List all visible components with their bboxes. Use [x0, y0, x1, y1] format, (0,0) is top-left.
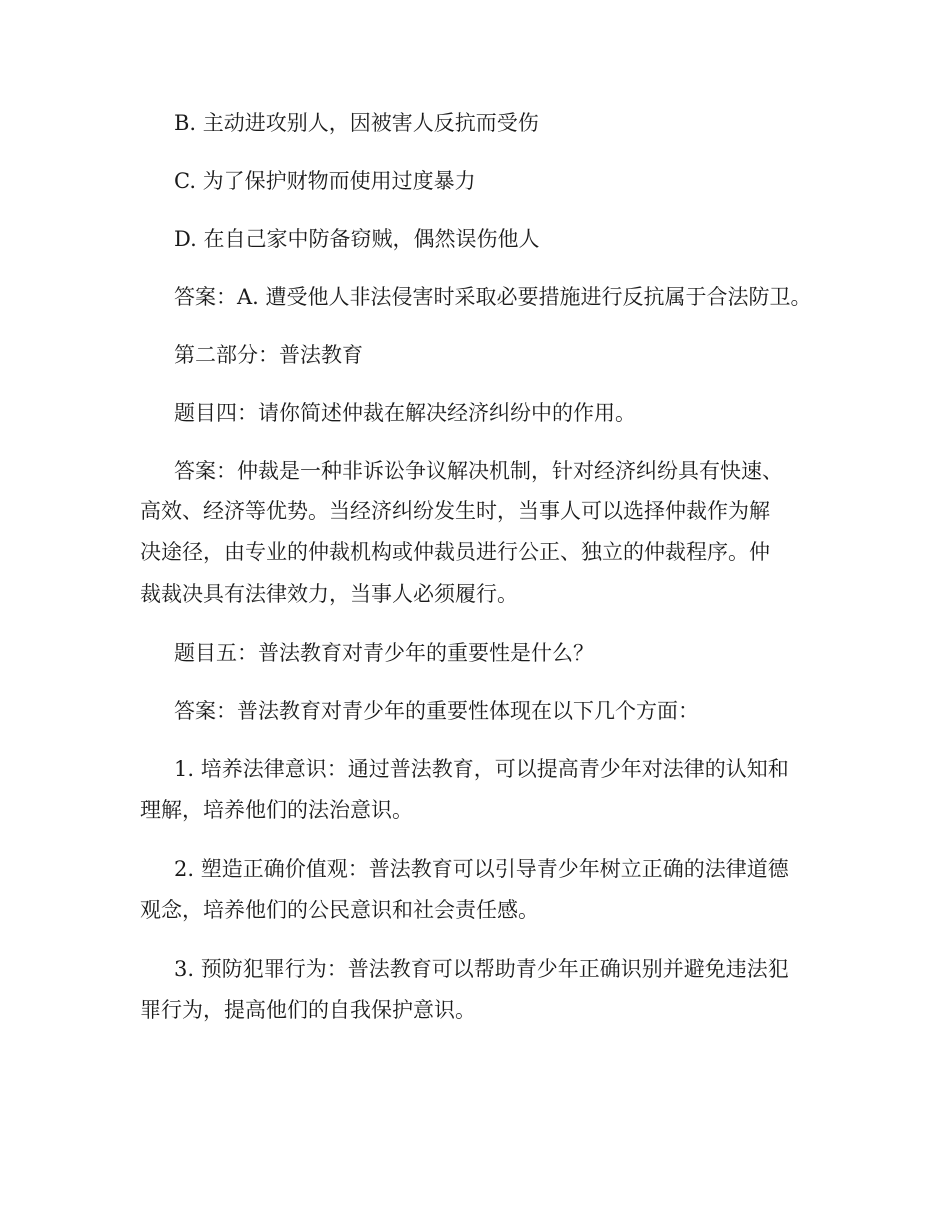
question-five-text: 题目五：普法教育对青少年的重要性是什么？	[174, 641, 594, 665]
option-d-text: D. 在自己家中防备窃贼，偶然误伤他人	[174, 227, 540, 251]
answer-four-line-2: 高效、经济等优势。当经济纠纷发生时，当事人可以选择仲裁作为解	[140, 499, 770, 523]
option-b-text: B. 主动进攻别人，因被害人反抗而受伤	[174, 111, 539, 135]
answer-five-intro: 答案：普法教育对青少年的重要性体现在以下几个方面：	[174, 699, 699, 723]
option-c-text: C. 为了保护财物而使用过度暴力	[174, 169, 476, 193]
point-3-line-1: 3. 预防犯罪行为：普法教育可以帮助青少年正确识别并避免违法犯	[174, 957, 789, 981]
point-2-line-2: 观念，培养他们的公民意识和社会责任感。	[140, 898, 539, 922]
point-2-line-1: 2. 塑造正确价值观：普法教育可以引导青少年树立正确的法律道德	[174, 857, 789, 881]
answer-three-text: 答案：A. 遭受他人非法侵害时采取必要措施进行反抗属于合法防卫。	[174, 285, 812, 309]
answer-four-line-1: 答案：仲裁是一种非诉讼争议解决机制，针对经济纠纷具有快速、	[174, 459, 783, 483]
point-1-line-2: 理解，培养他们的法治意识。	[140, 798, 413, 822]
point-1-line-1: 1. 培养法律意识：通过普法教育，可以提高青少年对法律的认知和	[174, 757, 789, 781]
question-four-text: 题目四：请你简述仲裁在解决经济纠纷中的作用。	[174, 401, 636, 425]
answer-four-line-3: 决途径，由专业的仲裁机构或仲裁员进行公正、独立的仲裁程序。仲	[140, 540, 770, 564]
answer-four-line-4: 裁裁决具有法律效力，当事人必须履行。	[140, 582, 518, 606]
section-two-heading: 第二部分：普法教育	[174, 343, 363, 367]
point-3-line-2: 罪行为，提高他们的自我保护意识。	[140, 998, 476, 1022]
